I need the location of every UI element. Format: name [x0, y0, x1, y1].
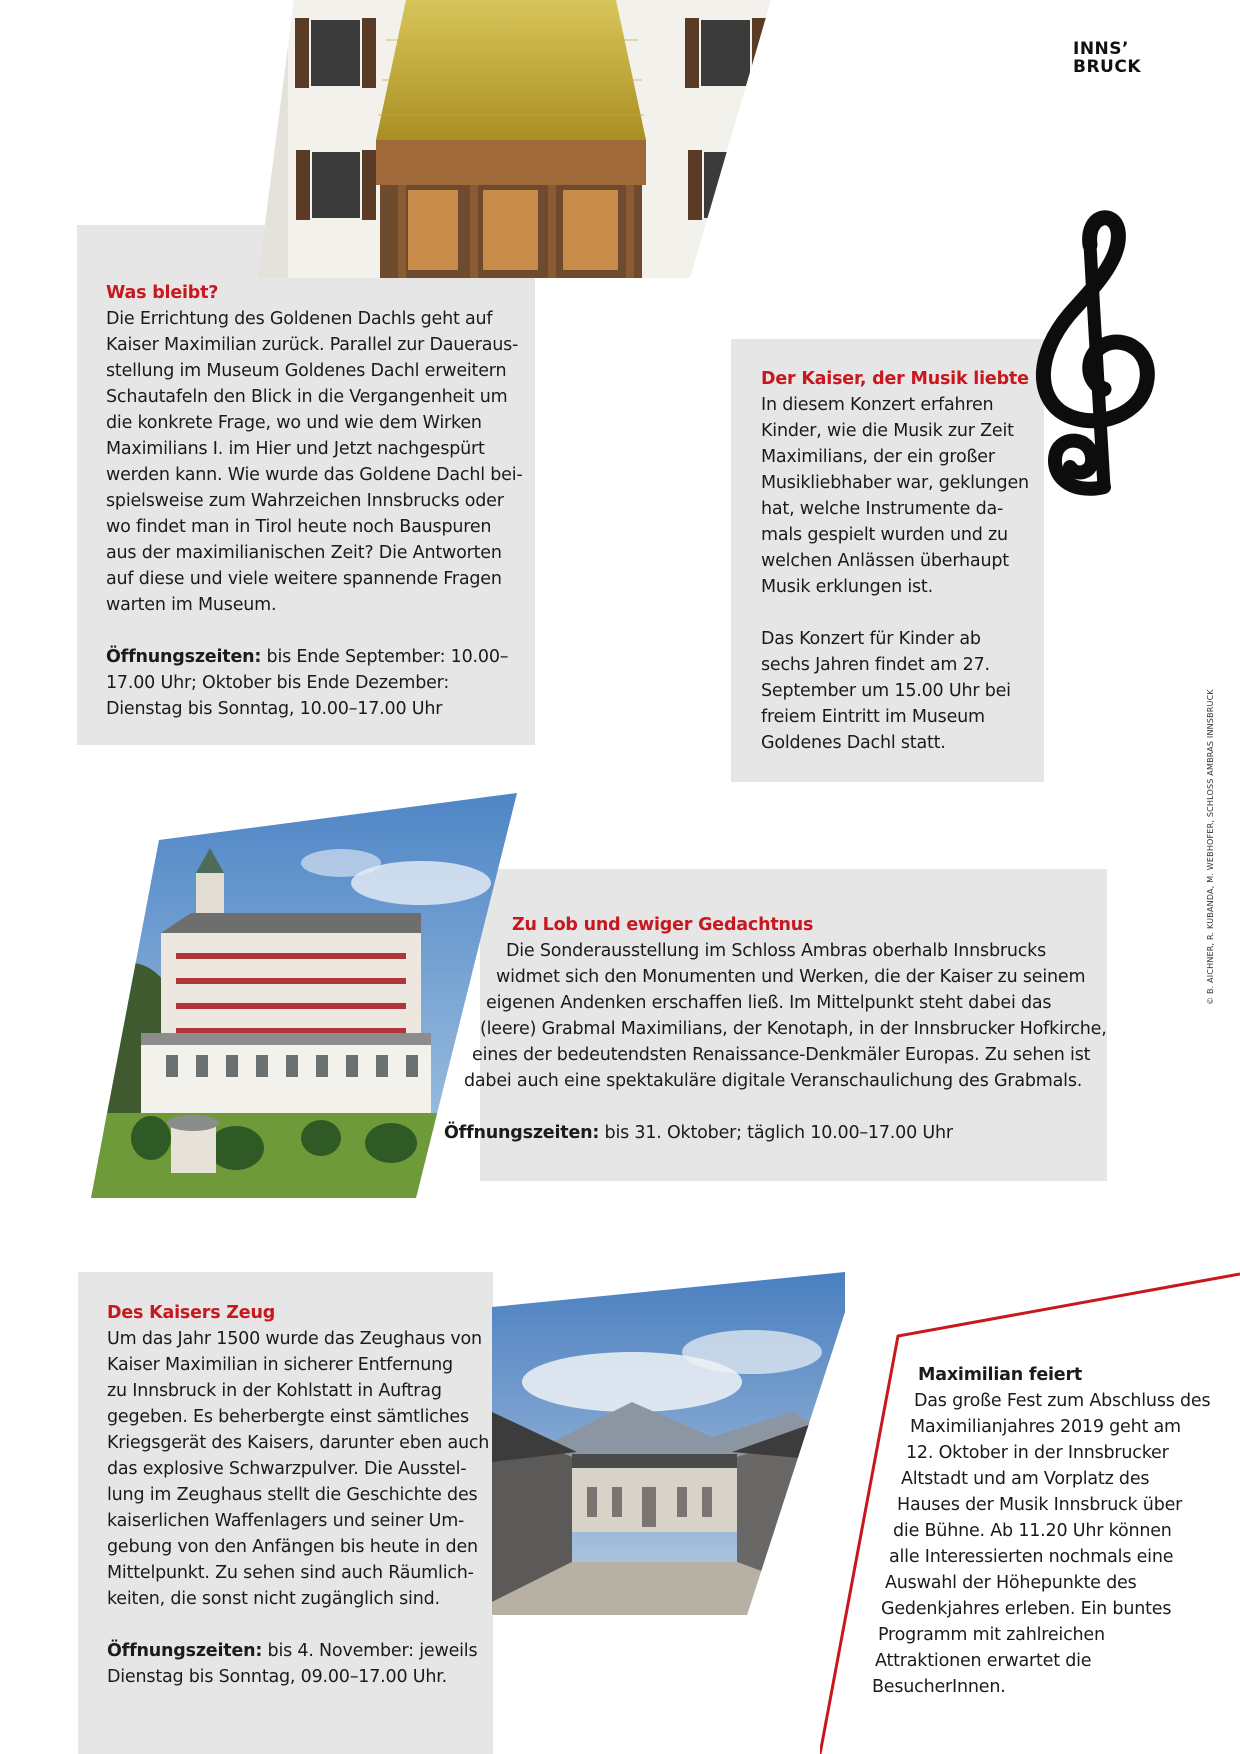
body-line: alle Interessierten nochmals eine: [889, 1547, 1174, 1567]
body-line: werden kann. Wie wurde das Goldene Dachl bei-: [106, 465, 523, 485]
section-der-kaiser-musik: [761, 366, 1029, 756]
body-line: Maximilians, der ein großer: [761, 447, 995, 467]
section-zu-lob: [440, 912, 1107, 1146]
body-line: mals gespielt wurden und zu: [761, 525, 1008, 545]
section-heading: Maximilian feiert: [918, 1365, 1083, 1385]
body-line: Kaiser Maximilian zurück. Parallel zur Daueraus-: [106, 335, 519, 355]
opening-hours-text: bis 31. Oktober; täglich 10.00–17.00 Uhr: [599, 1123, 953, 1143]
body-line: die Bühne. Ab 11.20 Uhr können: [893, 1521, 1172, 1541]
body-line: Schautafeln den Blick in die Vergangenheit um: [106, 387, 508, 407]
section-heading: Zu Lob und ewiger Gedachtnus: [512, 915, 814, 935]
body-line: Das große Fest zum Abschluss des: [914, 1391, 1211, 1411]
body-line: Das Konzert für Kinder ab: [761, 629, 981, 649]
opening-hours-text: bis 4. November: jeweils: [262, 1641, 478, 1661]
body-line: das explosive Schwarzpulver. Die Ausstel-: [107, 1459, 467, 1479]
body-line: gebung von den Anfängen bis heute in den: [107, 1537, 478, 1557]
body-line: warten im Museum.: [106, 595, 277, 615]
body-line: Die Sonderausstellung im Schloss Ambras oberhalb Innsbrucks: [506, 941, 1047, 961]
body-line: Musikliebhaber war, geklungen: [761, 473, 1029, 493]
body-line: aus der maximilianischen Zeit? Die Antworten: [106, 543, 502, 563]
logo-line: INNS’: [1073, 39, 1129, 59]
body-line: spielsweise zum Wahrzeichen Innsbrucks oder: [106, 491, 504, 511]
body-line: Kinder, wie die Musik zur Zeit: [761, 421, 1014, 441]
zeughaus-photo: [492, 1272, 845, 1615]
body-line: Altstadt und am Vorplatz des: [901, 1469, 1150, 1489]
opening-hours-label: Öffnungszeiten:: [106, 647, 262, 667]
body-line: 17.00 Uhr; Oktober bis Ende Dezember:: [106, 673, 450, 693]
body-line: Programm mit zahlreichen: [878, 1625, 1105, 1645]
body-line: Kriegsgerät des Kaisers, darunter eben auch: [107, 1433, 490, 1453]
body-line: In diesem Konzert erfahren: [761, 395, 994, 415]
body-line: Auswahl der Höhepunkte des: [885, 1573, 1137, 1593]
body-line: eigenen Andenken erschaffen ließ. Im Mittelpunkt steht dabei das: [486, 993, 1052, 1013]
body-line: Musik erklungen ist.: [761, 577, 933, 597]
body-line: Kaiser Maximilian in sicherer Entfernung: [107, 1355, 453, 1375]
body-line: kaiserlichen Waffenlagers und seiner Um-: [107, 1511, 465, 1531]
section-heading: Des Kaisers Zeug: [107, 1303, 276, 1323]
body-line: 12. Oktober in der Innsbrucker: [906, 1443, 1169, 1463]
body-line: Dienstag bis Sonntag, 09.00–17.00 Uhr.: [107, 1667, 447, 1687]
body-line: keiten, die sonst nicht zugänglich sind.: [107, 1589, 440, 1609]
body-line: Um das Jahr 1500 wurde das Zeughaus von: [107, 1329, 482, 1349]
body-line: die konkrete Frage, wo und wie dem Wirken: [106, 413, 482, 433]
body-line: Hauses der Musik Innsbruck über: [897, 1495, 1183, 1515]
body-line: Maximilians I. im Hier und Jetzt nachgespürt: [106, 439, 485, 459]
body-line: Die Errichtung des Goldenen Dachls geht auf: [106, 309, 493, 329]
section-heading: Was bleibt?: [106, 283, 219, 303]
body-line: BesucherInnen.: [872, 1677, 1006, 1697]
opening-hours-label: Öffnungszeiten:: [107, 1641, 263, 1661]
body-line: September um 15.00 Uhr bei: [761, 681, 1011, 701]
body-line: Maximilianjahres 2019 geht am: [910, 1417, 1181, 1437]
body-line: welchen Anlässen überhaupt: [761, 551, 1009, 571]
body-line: hat, welche Instrumente da-: [761, 499, 1004, 519]
logo-line: BRUCK: [1073, 57, 1142, 77]
body-line: Mittelpunkt. Zu sehen sind auch Räumlich-: [107, 1563, 474, 1583]
body-line: lung im Zeughaus stellt die Geschichte des: [107, 1485, 478, 1505]
body-line: sechs Jahren findet am 27.: [761, 655, 990, 675]
opening-hours: [444, 1120, 1107, 1146]
body-line: dabei auch eine spektakuläre digitale Veranschaulichung des Grabmals.: [464, 1071, 1083, 1091]
section-was-bleibt: [106, 280, 523, 722]
innsbruck-logo: [1073, 40, 1141, 76]
opening-hours: [106, 644, 523, 670]
opening-hours-text: bis Ende September: 10.00–: [261, 647, 509, 667]
body-line: eines der bedeutendsten Renaissance-Denkmäler Europas. Zu sehen ist: [472, 1045, 1091, 1065]
section-heading: Der Kaiser, der Musik liebte: [761, 369, 1029, 389]
body-line: auf diese und viele weitere spannende Fragen: [106, 569, 502, 589]
body-line: zu Innsbruck in der Kohlstatt in Auftrag: [107, 1381, 442, 1401]
body-line: Gedenkjahres erleben. Ein buntes: [881, 1599, 1172, 1619]
opening-hours-label: Öffnungszeiten:: [444, 1123, 600, 1143]
body-line: Attraktionen erwartet die: [875, 1651, 1092, 1671]
body-line: Dienstag bis Sonntag, 10.00–17.00 Uhr: [106, 699, 443, 719]
body-line: Goldenes Dachl statt.: [761, 733, 946, 753]
body-line: gegeben. Es beherbergte einst sämtliches: [107, 1407, 469, 1427]
golden-roof-photo: [258, 0, 771, 278]
photo-credit: © B. AICHNER, R. KUBANDA, M. WEBHOFER, SCHLOSS AMBRAS INNSBRUCK: [1206, 689, 1215, 1005]
opening-hours: [107, 1638, 489, 1664]
body-line: widmet sich den Monumenten und Werken, die der Kaiser zu seinem: [496, 967, 1086, 987]
section-maximilian-feiert: [872, 1362, 1210, 1700]
treble-clef-icon: [1020, 205, 1175, 505]
body-line: (leere) Grabmal Maximilians, der Kenotaph, in der Innsbrucker Hofkirche,: [480, 1019, 1107, 1039]
section-des-kaisers-zeug: [107, 1300, 489, 1690]
body-line: stellung im Museum Goldenes Dachl erweitern: [106, 361, 507, 381]
body-line: wo findet man in Tirol heute noch Bauspuren: [106, 517, 492, 537]
body-line: freiem Eintritt im Museum: [761, 707, 985, 727]
